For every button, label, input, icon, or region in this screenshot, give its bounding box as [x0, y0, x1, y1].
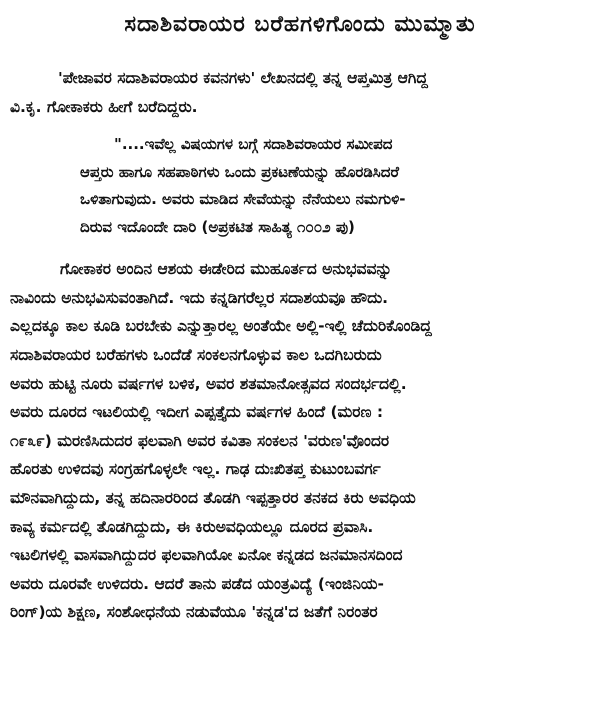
- text-line: ಅವರು ದೂರವೇ ಉಳಿದರು. ಆದರೆ ತಾನು ಪಡೆದ ಯಂತ್ರವಿದ್ಯೆ (ಇಂಜಿನಿಯ-: [10, 574, 384, 593]
- text-line: ಗೋಕಾಕರ ಅಂದಿನ ಆಶಯ ಈಡೇರಿದ ಮುಹೂರ್ತದ ಅನುಭವವನ್ನು: [60, 260, 393, 279]
- text-line: ಅವರು ಹುಟ್ಟಿ ನೂರು ವರ್ಷಗಳ ಬಳಿಕ, ಅವರ ಶತಮಾನೋತ್ಸವದ ಸಂದರ್ಭದಲ್ಲಿ.: [10, 374, 407, 393]
- text-line: ವಿ.ಕೃ. ಗೋಕಾಕರು ಹೀಗೆ ಬರೆದಿದ್ದರು.: [10, 97, 198, 116]
- quotation-block: [10, 131, 590, 241]
- quote-line: "....ಇವೆಲ್ಲ ವಿಷಯಗಳ ಬಗ್ಗೆ ಸದಾಶಿವರಾಯರ ಸಮೀಪದ: [114, 135, 393, 154]
- text-line: ರಿಂಗ್)ಯ ಶಿಕ್ಷಣ, ಸಂಶೋಧನೆಯ ನಡುವೆಯೂ 'ಕನ್ನಡ'ದ ಜತೆಗೆ ನಿರಂತರ: [10, 603, 378, 622]
- text-line: ಇಟಲಿಗಳಲ್ಲಿ ವಾಸವಾಗಿದ್ದುದರ ಫಲವಾಗಿಯೋ ಏನೋ ಕನ್ನಡದ ಜನಮಾನಸದಿಂದ: [10, 546, 403, 565]
- text-line: ಕಾವ್ಯ ಕರ್ಮದಲ್ಲಿ ತೊಡಗಿದ್ದುದು, ಈ ಕಿರುಅವಧಿಯಲ್ಲೂ ದೂರದ ಪ್ರವಾಸಿ.: [10, 517, 374, 536]
- text-line: ಮೌನವಾಗಿದ್ದುದು, ತನ್ನ ಹದಿನಾರರಿಂದ ತೊಡಗಿ ಇಪ್ಪತ್ತಾರರ ತನಕದ ಕಿರು ಅವಧಿಯ: [10, 488, 416, 507]
- text-line: 'ಪೇಜಾವರ ಸದಾಶಿವರಾಯರ ಕವನಗಳು' ಲೇಖನದಲ್ಲಿ ತನ್ನ ಆಪ್ತಮಿತ್ರ ಆಗಿದ್ದ: [58, 69, 428, 87]
- quote-line: ದಿರುವ ಇದೊಂದೇ ದಾರಿ (ಅಪ್ರಕಟಿತ ಸಾಹಿತ್ಯ ೧೦೦೨ ಪು): [80, 217, 355, 236]
- page-title: ಸದಾಶಿವರಾಯರ ಬರೆಹಗಳಿಗೊಂದು ಮುಮ್ಮಾತು: [124, 12, 476, 37]
- text-line: ಅವರು ದೂರದ ಇಟಲಿಯಲ್ಲಿ ಇದೀಗ ಎಪ್ಪತ್ತೈದು ವರ್ಷಗಳ ಹಿಂದೆ (ಮರಣ :: [10, 403, 384, 422]
- quote-line: ಒಳಿತಾಗುವುದು. ಅವರು ಮಾಡಿದ ಸೇವೆಯನ್ನು ನೆನೆಯಲು ನಮಗುಳಿ-: [80, 190, 406, 209]
- text-line: ೧೯೩೯) ಮರಣಿಸಿದುದರ ಫಲವಾಗಿ ಅವರ ಕವಿತಾ ಸಂಕಲನ 'ವರುಣ'ವೊಂದರ: [10, 431, 390, 450]
- text-line: ನಾವಿಂದು ಅನುಭವಿಸುವಂತಾಗಿದೆ. ಇದು ಕನ್ನಡಿಗರೆಲ್ಲರ ಸದಾಶಯವೂ ಹೌದು.: [10, 288, 389, 307]
- body-paragraph: [10, 255, 590, 627]
- text-line: ಎಲ್ಲದಕ್ಕೂ ಕಾಲ ಕೂಡಿ ಬರಬೇಕು ಎನ್ನುತ್ತಾರಲ್ಲ ಅಂತೆಯೇ ಅಲ್ಲಿ-ಇಲ್ಲಿ ಚೆದುರಿಕೊಂಡಿದ್ದ: [10, 317, 432, 336]
- intro-paragraph: [10, 64, 590, 121]
- text-line: ಹೊರತು ಉಳಿದವು ಸಂಗ್ರಹಗೊಳ್ಳಲೇ ಇಲ್ಲ. ಗಾಢ ದುಃಖಿತಪ್ತ ಕುಟುಂಬವರ್ಗ: [10, 460, 381, 479]
- quote-line: ಆಪ್ತರು ಹಾಗೂ ಸಹಪಾಠಿಗಳು ಒಂದು ಪ್ರಕಟಣೆಯನ್ನು ಹೊರಡಿಸಿದರೆ: [80, 162, 399, 181]
- text-line: ಸದಾಶಿವರಾಯರ ಬರೆಹಗಳು ಒಂದೆಡೆ ಸಂಕಲನಗೊಳ್ಳುವ ಕಾಲ ಒದಗಿಬರುದು: [10, 345, 382, 364]
